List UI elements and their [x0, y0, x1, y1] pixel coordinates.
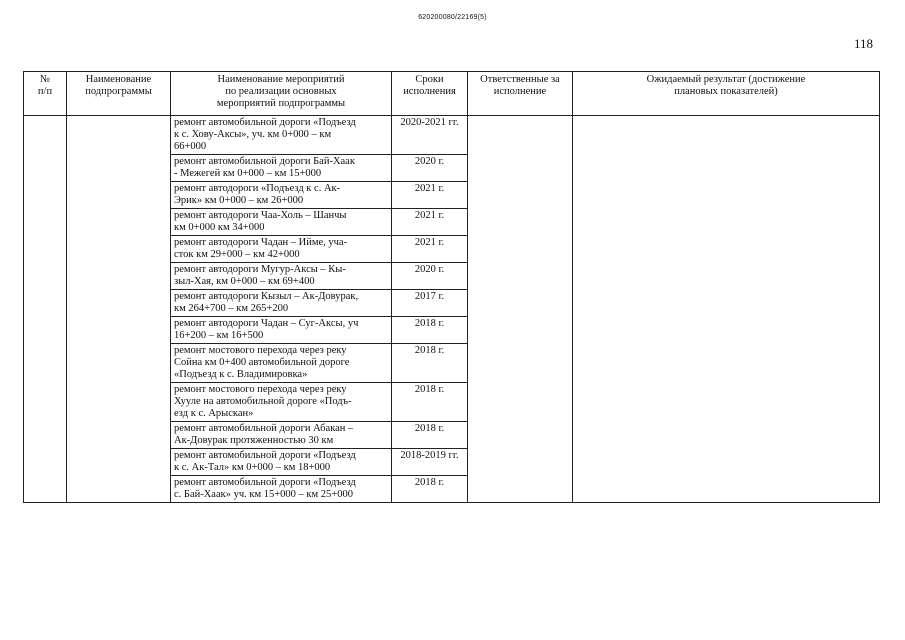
measure-line: ремонт автодороги Мугур-Аксы – Кы- — [174, 264, 346, 275]
measure-cell — [171, 383, 392, 422]
measure-cell — [171, 263, 392, 290]
period-cell: 2017 г. — [392, 290, 468, 317]
header-measures: Наименование мероприятий по реализации основных мероприятий подпрограммы — [171, 72, 392, 116]
table-row — [24, 116, 880, 155]
measure-cell — [171, 317, 392, 344]
table-header-row — [24, 72, 880, 116]
responsible-cell — [468, 116, 573, 503]
measure-line: ремонт автодороги «Подъезд к с. Ак- — [174, 183, 341, 194]
measure-line: езд к с. Арыскан» — [174, 408, 254, 419]
measure-line: ремонт автодороги Кызыл – Ак-Довурак, — [174, 291, 359, 302]
period-cell: 2018-2019 гг. — [392, 449, 468, 476]
measure-line: - Межегей км 0+000 – км 15+000 — [174, 168, 322, 179]
header-num: № п/п — [24, 72, 67, 116]
period-cell: 2021 г. — [392, 182, 468, 209]
measure-line: ремонт автомобильной дороги Абакан – — [174, 423, 354, 434]
measure-line: к с. Хову-Аксы», уч. км 0+000 – км — [174, 129, 332, 140]
period-cell: 2018 г. — [392, 317, 468, 344]
header-responsible: Ответственные за исполнение — [468, 72, 573, 116]
period-cell: 2021 г. — [392, 209, 468, 236]
measure-line: ремонт автомобильной дороги Бай-Хаак — [174, 156, 355, 167]
period-cell: 2018 г. — [392, 422, 468, 449]
header-subprogram: Наименование подпрограммы — [67, 72, 171, 116]
measure-cell — [171, 209, 392, 236]
measure-cell — [171, 182, 392, 209]
measure-line: км 264+700 – км 265+200 — [174, 303, 289, 314]
measure-line: ремонт мостового перехода через реку — [174, 345, 347, 356]
subprogram-cell — [67, 116, 171, 503]
period-cell: 2018 г. — [392, 344, 468, 383]
period-cell: 2021 г. — [392, 236, 468, 263]
measure-line: Ак-Довурак протяженностью 30 км — [174, 435, 334, 446]
measure-line: к с. Ак-Тал» км 0+000 – км 18+000 — [174, 462, 331, 473]
measure-cell — [171, 155, 392, 182]
result-cell — [573, 116, 880, 503]
period-cell: 2020-2021 гг. — [392, 116, 468, 155]
measure-cell — [171, 422, 392, 449]
measure-cell — [171, 344, 392, 383]
measure-line: 66+000 — [174, 141, 207, 152]
header-period: Сроки исполнения — [392, 72, 468, 116]
measure-cell — [171, 449, 392, 476]
document-id: 620200080/22169(5) — [418, 14, 487, 21]
measure-line: сток км 29+000 – км 42+000 — [174, 249, 300, 260]
measure-line: ремонт автодороги Чадан – Суг-Аксы, уч — [174, 318, 359, 329]
measure-line: км 0+000 км 34+000 — [174, 222, 265, 233]
measure-line: Эрик» км 0+000 – км 26+000 — [174, 195, 304, 206]
measure-cell — [171, 116, 392, 155]
measure-line: ремонт мостового перехода через реку — [174, 384, 347, 395]
period-cell: 2020 г. — [392, 263, 468, 290]
measure-cell — [171, 236, 392, 263]
measure-line: ремонт автодороги Чадан – Ийме, уча- — [174, 237, 348, 248]
header-result: Ожидаемый результат (достижение плановых показателей) — [573, 72, 880, 116]
measure-cell — [171, 290, 392, 317]
measure-line: «Подъезд к с. Владимировка» — [174, 369, 308, 380]
period-cell: 2018 г. — [392, 476, 468, 503]
period-cell: 2018 г. — [392, 383, 468, 422]
measure-line: зыл-Хая, км 0+000 – км 69+400 — [174, 276, 315, 287]
measures-table — [23, 71, 880, 503]
page-number: 118 — [853, 36, 873, 51]
num-cell — [24, 116, 67, 503]
period-cell: 2020 г. — [392, 155, 468, 182]
measure-line: ремонт автомобильной дороги «Подъезд — [174, 477, 356, 488]
measure-line: Хууле на автомобильной дороге «Подъ- — [174, 396, 352, 407]
measure-line: 16+200 – км 16+500 — [174, 330, 264, 341]
measure-line: Сойна км 0+400 автомобильной дороге — [174, 357, 350, 368]
measure-line: ремонт автомобильной дороги «Подъезд — [174, 450, 356, 461]
measure-line: ремонт автомобильной дороги «Подъезд — [174, 117, 356, 128]
measure-cell — [171, 476, 392, 503]
measure-line: ремонт автодороги Чаа-Холь – Шанчы — [174, 210, 347, 221]
measure-line: с. Бай-Хаак» уч. км 15+000 – км 25+000 — [174, 489, 353, 500]
